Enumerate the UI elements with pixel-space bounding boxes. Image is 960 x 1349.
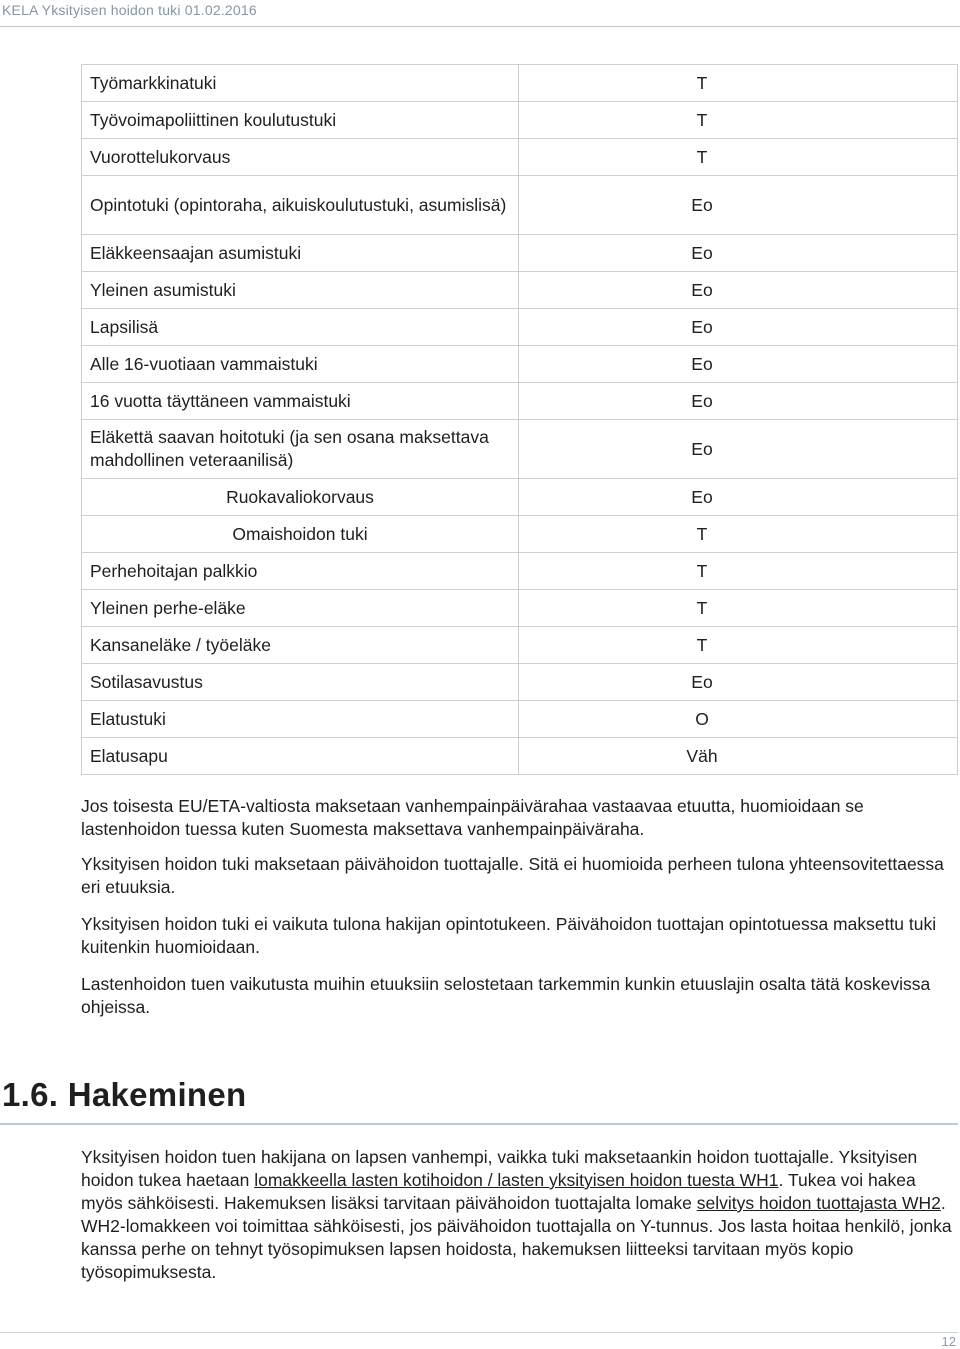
benefit-cell: Kansaneläke / työeläke xyxy=(82,627,519,664)
benefit-cell: Perhehoitajan palkkio xyxy=(82,553,519,590)
benefit-cell: Ruokavaliokorvaus xyxy=(82,479,519,516)
code-cell: T xyxy=(519,65,958,102)
benefit-cell: Elatustuki xyxy=(82,701,519,738)
code-cell: Eo xyxy=(519,479,958,516)
table-row xyxy=(82,420,958,479)
benefit-cell: Lapsilisä xyxy=(82,309,519,346)
code-cell: Väh xyxy=(519,738,958,775)
code-cell: Eo xyxy=(519,420,958,479)
table-row xyxy=(82,235,958,272)
heading-rule xyxy=(0,1123,958,1125)
code-cell: Eo xyxy=(519,235,958,272)
section-heading: 1.6. Hakeminen xyxy=(2,1076,247,1113)
table-row xyxy=(82,139,958,176)
table-row xyxy=(82,383,958,420)
benefit-cell: Eläkettä saavan hoitotuki (ja sen osana maksettava mahdollinen veteraanilisä) xyxy=(82,420,519,479)
benefit-cell: Opintotuki (opintoraha, aikuiskoulutustuki, asumislisä) xyxy=(82,176,519,235)
table-row xyxy=(82,102,958,139)
code-cell: T xyxy=(519,102,958,139)
paragraph-other-benefits: Lastenhoidon tuen vaikutusta muihin etuuksiin selostetaan tarkemmin kunkin etuuslajin osalta tätä koskevissa ohjeissa. xyxy=(81,974,931,1017)
benefit-cell: Omaishoidon tuki xyxy=(82,516,519,553)
code-cell: T xyxy=(519,553,958,590)
paragraph-eu-eta: Jos toisesta EU/ETA-valtiosta maksetaan vanhempainpäivärahaa vastaavaa etuutta, huomioidaan se lastenhoidon tuessa kuten Suomesta maksettava vanhempainpäiväraha. xyxy=(81,796,864,839)
table-row xyxy=(82,346,958,383)
code-cell: Eo xyxy=(519,383,958,420)
benefit-cell: Vuorottelukorvaus xyxy=(82,139,519,176)
table-row xyxy=(82,516,958,553)
benefits-table xyxy=(81,64,958,775)
table-row xyxy=(82,664,958,701)
benefit-cell: Työmarkkinatuki xyxy=(82,65,519,102)
table-row xyxy=(82,738,958,775)
benefit-cell: Työvoimapoliittinen koulutustuki xyxy=(82,102,519,139)
benefit-cell: Alle 16-vuotiaan vammaistuki xyxy=(82,346,519,383)
code-cell: T xyxy=(519,516,958,553)
benefit-cell: Yleinen perhe-eläke xyxy=(82,590,519,627)
form-wh2-link[interactable]: selvitys hoidon tuottajasta WH2 xyxy=(696,1193,941,1213)
code-cell: Eo xyxy=(519,309,958,346)
page-header xyxy=(0,0,960,27)
code-cell: Eo xyxy=(519,346,958,383)
table-row xyxy=(82,590,958,627)
page-number: 12 xyxy=(941,1334,956,1349)
paragraph-provider-payment: Yksityisen hoidon tuki maksetaan päivähoidon tuottajalle. Sitä ei huomioida perheen tulona yhteensovitettaessa eri etuuksia. xyxy=(81,854,944,897)
paragraph-applying xyxy=(81,1146,959,1284)
table-row xyxy=(82,272,958,309)
benefit-cell: Eläkkeensaajan asumistuki xyxy=(82,235,519,272)
header-title: KELA Yksityisen hoidon tuki 01.02.2016 xyxy=(2,2,257,18)
applying-text-1: Yksityisen hoidon tuen hakijana on lapsen vanhempi, vaikka tuki maksetaankin hoidon tuottajalle. Yksityisen hoidon tukea haetaan xyxy=(81,1147,918,1190)
code-cell: T xyxy=(519,590,958,627)
applying-text-2: . Tukea voi hakea myös sähköisesti. Hakemuksen lisäksi tarvitaan päivähoidon tuottajalta lomake xyxy=(81,1170,916,1213)
code-cell: Eo xyxy=(519,176,958,235)
code-cell: T xyxy=(519,627,958,664)
table-row xyxy=(82,701,958,738)
benefit-cell: Elatusapu xyxy=(82,738,519,775)
table-row xyxy=(82,65,958,102)
paragraph-study-grant: Yksityisen hoidon tuki ei vaikuta tulona hakijan opintotukeen. Päivähoidon tuottajan opintotuessa maksettu tuki kuitenkin huomioidaan. xyxy=(81,914,937,957)
benefit-cell: Yleinen asumistuki xyxy=(82,272,519,309)
benefit-cell: Sotilasavustus xyxy=(82,664,519,701)
code-cell: Eo xyxy=(519,664,958,701)
code-cell: O xyxy=(519,701,958,738)
code-cell: T xyxy=(519,139,958,176)
table-row xyxy=(82,176,958,235)
table-row xyxy=(82,309,958,346)
benefit-cell: 16 vuotta täyttäneen vammaistuki xyxy=(82,383,519,420)
footer-rule xyxy=(0,1332,958,1333)
table-row xyxy=(82,479,958,516)
form-wh1-link[interactable]: lomakkeella lasten kotihoidon / lasten yksityisen hoidon tuesta WH1 xyxy=(254,1170,779,1190)
code-cell: Eo xyxy=(519,272,958,309)
applying-text-3: . WH2-lomakkeen voi toimittaa sähköisesti, jos päivähoidon tuottajalla on Y-tunnus. Jos lasta hoitaa henkilö, jonka kanssa perhe on tehnyt työsopimuksen lapsen hoidosta, hakemuksen liitteeksi tarvitaan myös kopio työsopimuksesta. xyxy=(81,1193,952,1282)
table-row xyxy=(82,553,958,590)
table-row xyxy=(82,627,958,664)
